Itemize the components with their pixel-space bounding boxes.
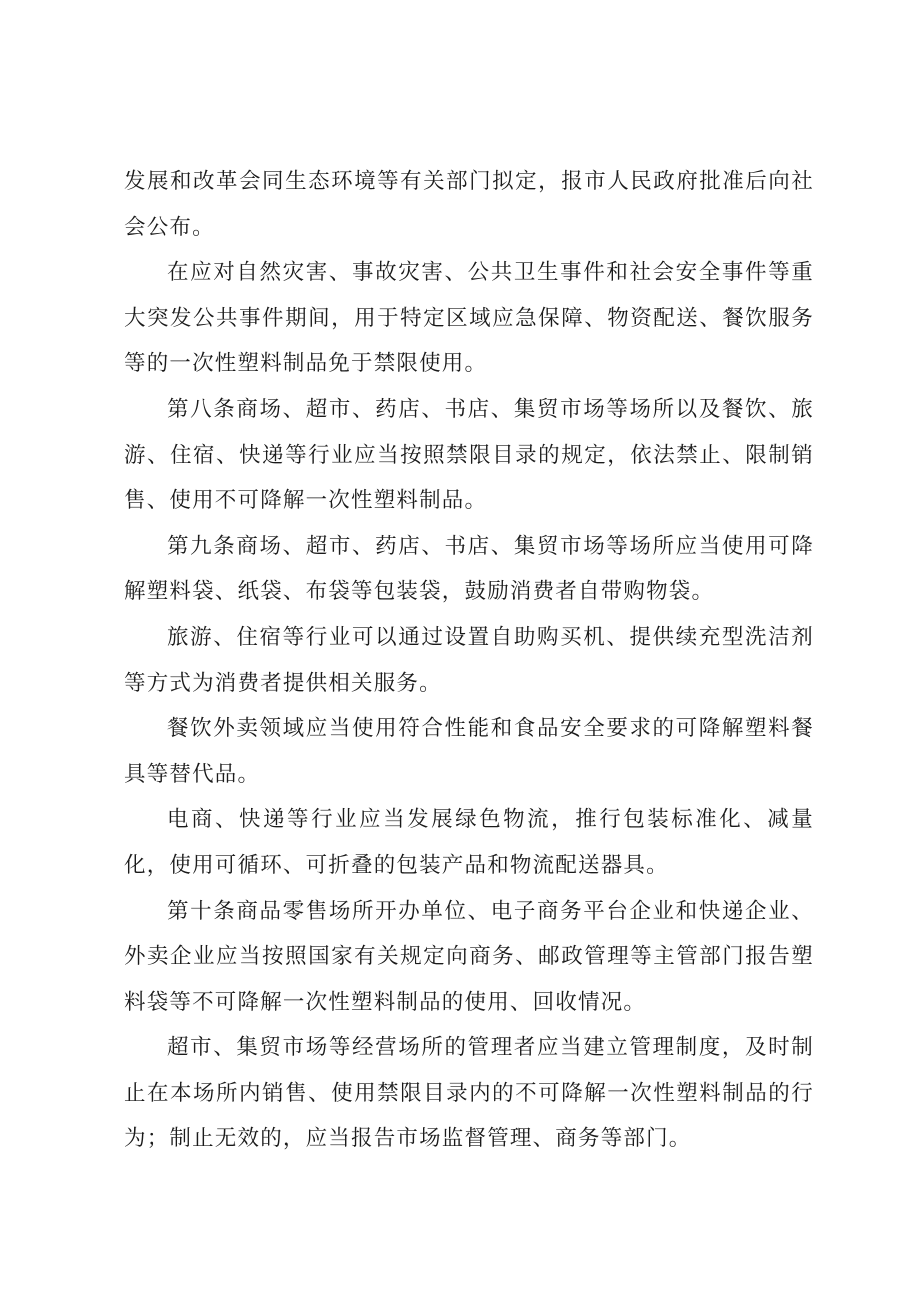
paragraph-1: 发展和改革会同生态环境等有关部门拟定，报市人民政府批准后向社会公布。 — [124, 169, 814, 240]
paragraph-article-8: 第八条商场、超市、药店、书店、集贸市场等场所以及餐饮、旅游、住宿、快递等行业应当按照禁限目录的规定，依法禁止、限制销售、使用不可降解一次性塑料制品。 — [124, 396, 814, 514]
paragraph-6: 餐饮外卖领域应当使用符合性能和食品安全要求的可降解塑料餐具等替代品。 — [124, 716, 814, 787]
paragraph-article-9: 第九条商场、超市、药店、书店、集贸市场等场所应当使用可降解塑料袋、纸袋、布袋等包装袋，鼓励消费者自带购物袋。 — [124, 533, 814, 605]
paragraph-article-10: 第十条商品零售场所开办单位、电子商务平台企业和快递企业、外卖企业应当按照国家有关规定向商务、邮政管理等主管部门报告塑料袋等不可降解一次性塑料制品的使用、回收情况。 — [124, 898, 814, 1015]
document-body — [124, 159, 814, 1162]
paragraph-2: 在应对自然灾害、事故灾害、公共卫生事件和社会安全事件等重大突发公共事件期间，用于特定区域应急保障、物资配送、餐饮服务等的一次性塑料制品免于禁限使用。 — [124, 260, 814, 377]
paragraph-9: 超市、集贸市场等经营场所的管理者应当建立管理制度，及时制止在本场所内销售、使用禁限目录内的不可降解一次性塑料制品的行为；制止无效的，应当报告市场监督管理、商务等部门。 — [124, 1035, 814, 1152]
paragraph-7: 电商、快递等行业应当发展绿色物流，推行包装标准化、减量化，使用可循环、可折叠的包装产品和物流配送器具。 — [124, 807, 814, 878]
paragraph-5: 旅游、住宿等行业可以通过设置自助购买机、提供续充型洗洁剂等方式为消费者提供相关服务。 — [124, 624, 814, 696]
